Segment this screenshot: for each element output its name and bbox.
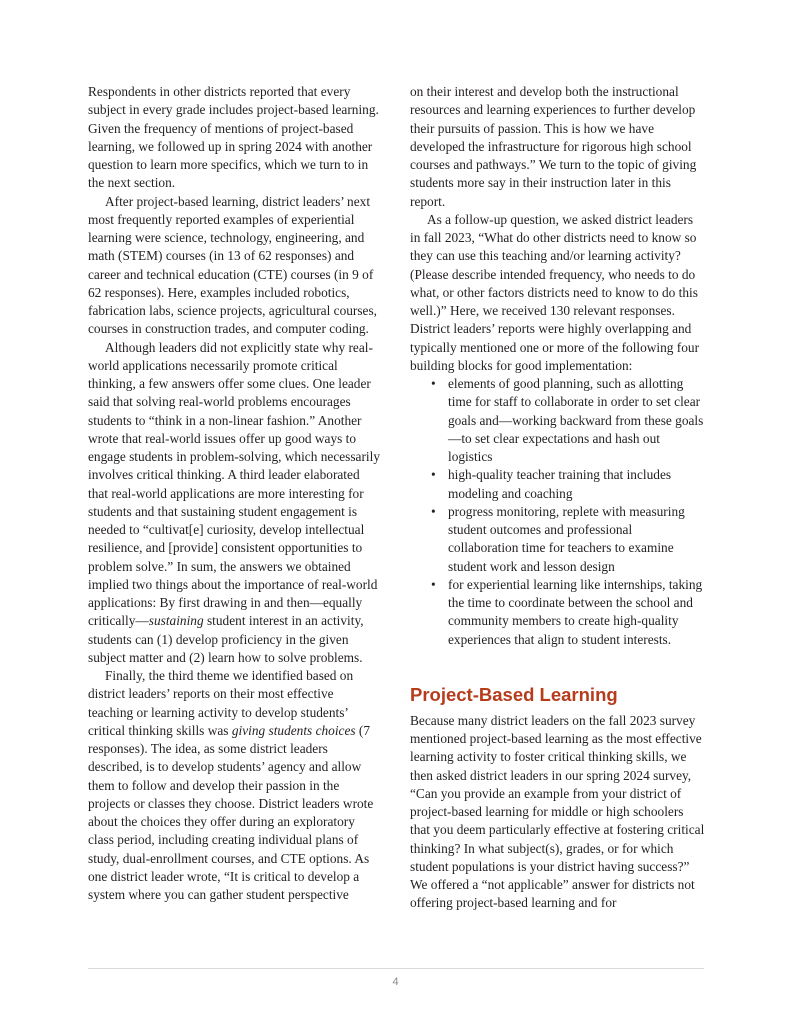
- bullet-icon: •: [431, 503, 436, 519]
- paragraph-text: student interest in an activity, students can (1) develop proficiency in the given subject matter and (2) learn how to solve problems.: [88, 613, 364, 665]
- body-paragraph: [88, 667, 381, 904]
- body-paragraph: As a follow-up question, we asked district leaders in fall 2023, “What do other districts need to know so they can use this teaching and/or learning activity? (Please describe intended frequency, who needs to do what, or other factors districts need to know to do this well.)” Here, we received 130 relevant responses. District leaders’ reports were highly overlapping and typically mentioned one or more of the following four building blocks for good implementation:: [410, 211, 700, 373]
- footer-divider: [88, 968, 704, 969]
- paragraph-text: Although leaders did not explicitly state why real-world applications necessarily promote critical thinking, a few answers offer some clues. One leader said that solving real-world problems encourages students to “think in a non-linear fashion.” Another wrote that real-world issues offer up good ways to engage students in problem-solving, which necessarily involves critical thinking. A third leader elaborated that real-world applications are more interesting for students and that sustaining student engagement is needed to “cultivat[e] curiosity, develop intellectual resilience, and [provide] consistent opportunities to problem solve.” In sum, the answers we obtained implied two things about the importance of real-world applications: By first drawing in and then—equally critically—: [88, 339, 381, 629]
- emphasis-text: giving students choices: [231, 722, 356, 738]
- emphasis-text: sustaining: [148, 613, 204, 629]
- list-item-text: progress monitoring, replete with measuring student outcomes and professional collaboration time for teachers to examine student work and lesson design: [448, 503, 685, 574]
- paragraph-text: Finally, the third theme we identified based on district leaders’ reports on their most effective teaching or learning activity to develop students’ critical thinking skills was: [88, 668, 354, 738]
- paragraph-text: (7 responses). The idea, as some district leaders described, is to develop students’ agency and allow them to follow and develop their passion in the projects or classes they choose. District leaders wrote about the choices they offer during an exploratory class period, including creating individual plans of study, dual-enrollment courses, and CTE options. As one district leader wrote, “It is critical to develop a system where you can gather student perspective: [88, 722, 374, 902]
- list-item: [410, 466, 705, 503]
- body-paragraph: After project-based learning, district leaders’ next most frequently reported examples of experiential learning were science, technology, engineering, and math (STEM) courses (in 13 of 62 responses) and career and technical education (CTE) courses (in 9 of 62 responses). Here, examples included robotics, fabrication labs, science projects, agricultural courses, courses in construction trades, and computer coding.: [88, 193, 377, 337]
- list-item: [410, 576, 705, 649]
- body-paragraph: [88, 339, 381, 668]
- right-column: [410, 83, 705, 913]
- body-paragraph: Because many district leaders on the fall 2023 survey mentioned project-based learning as the most effective learning activity to foster critical thinking skills, we then asked district leaders in our spring 2024 survey, “Can you provide an example from your district of project-based learning for middle or high schoolers that you deem particularly effective at fostering critical thinking? In what subject(s), grades, or for which student populations is your district having success?” We offered a “not applicable” answer for districts not offering project-based learning and for: [410, 712, 705, 911]
- list-item-text: elements of good planning, such as allotting time for staff to collaborate in order to set clear goals and—working backward from these goals—to set clear expectations and hash out logistics: [448, 376, 704, 464]
- bullet-icon: •: [431, 576, 436, 592]
- left-column: [88, 83, 381, 904]
- bullet-icon: •: [431, 467, 436, 483]
- list-item-text: for experiential learning like internships, taking the time to coordinate between the school and community members to create high-quality experiences that align to student interests.: [448, 576, 703, 647]
- list-item-text: high-quality teacher training that includes modeling and coaching: [448, 467, 672, 501]
- bullet-list: [410, 375, 705, 649]
- bullet-icon: •: [431, 376, 436, 391]
- list-item: [410, 503, 705, 576]
- list-item: [410, 375, 705, 466]
- section-heading: Project-Based Learning: [410, 683, 618, 705]
- body-paragraph: Respondents in other districts reported that every subject in every grade includes project-based learning. Given the frequency of mentions of project-based learning, we followed up in spring 2024 with another question to learn more specifics, which we turn to in the next section.: [88, 84, 379, 191]
- page-number: 4: [392, 976, 399, 988]
- body-paragraph: on their interest and develop both the instructional resources and learning experiences to further develop their pursuits of passion. This is how we have developed the infrastructure for rigorous high school courses and pathways.” We turn to the topic of giving students more say in their instruction later in this report.: [410, 84, 697, 209]
